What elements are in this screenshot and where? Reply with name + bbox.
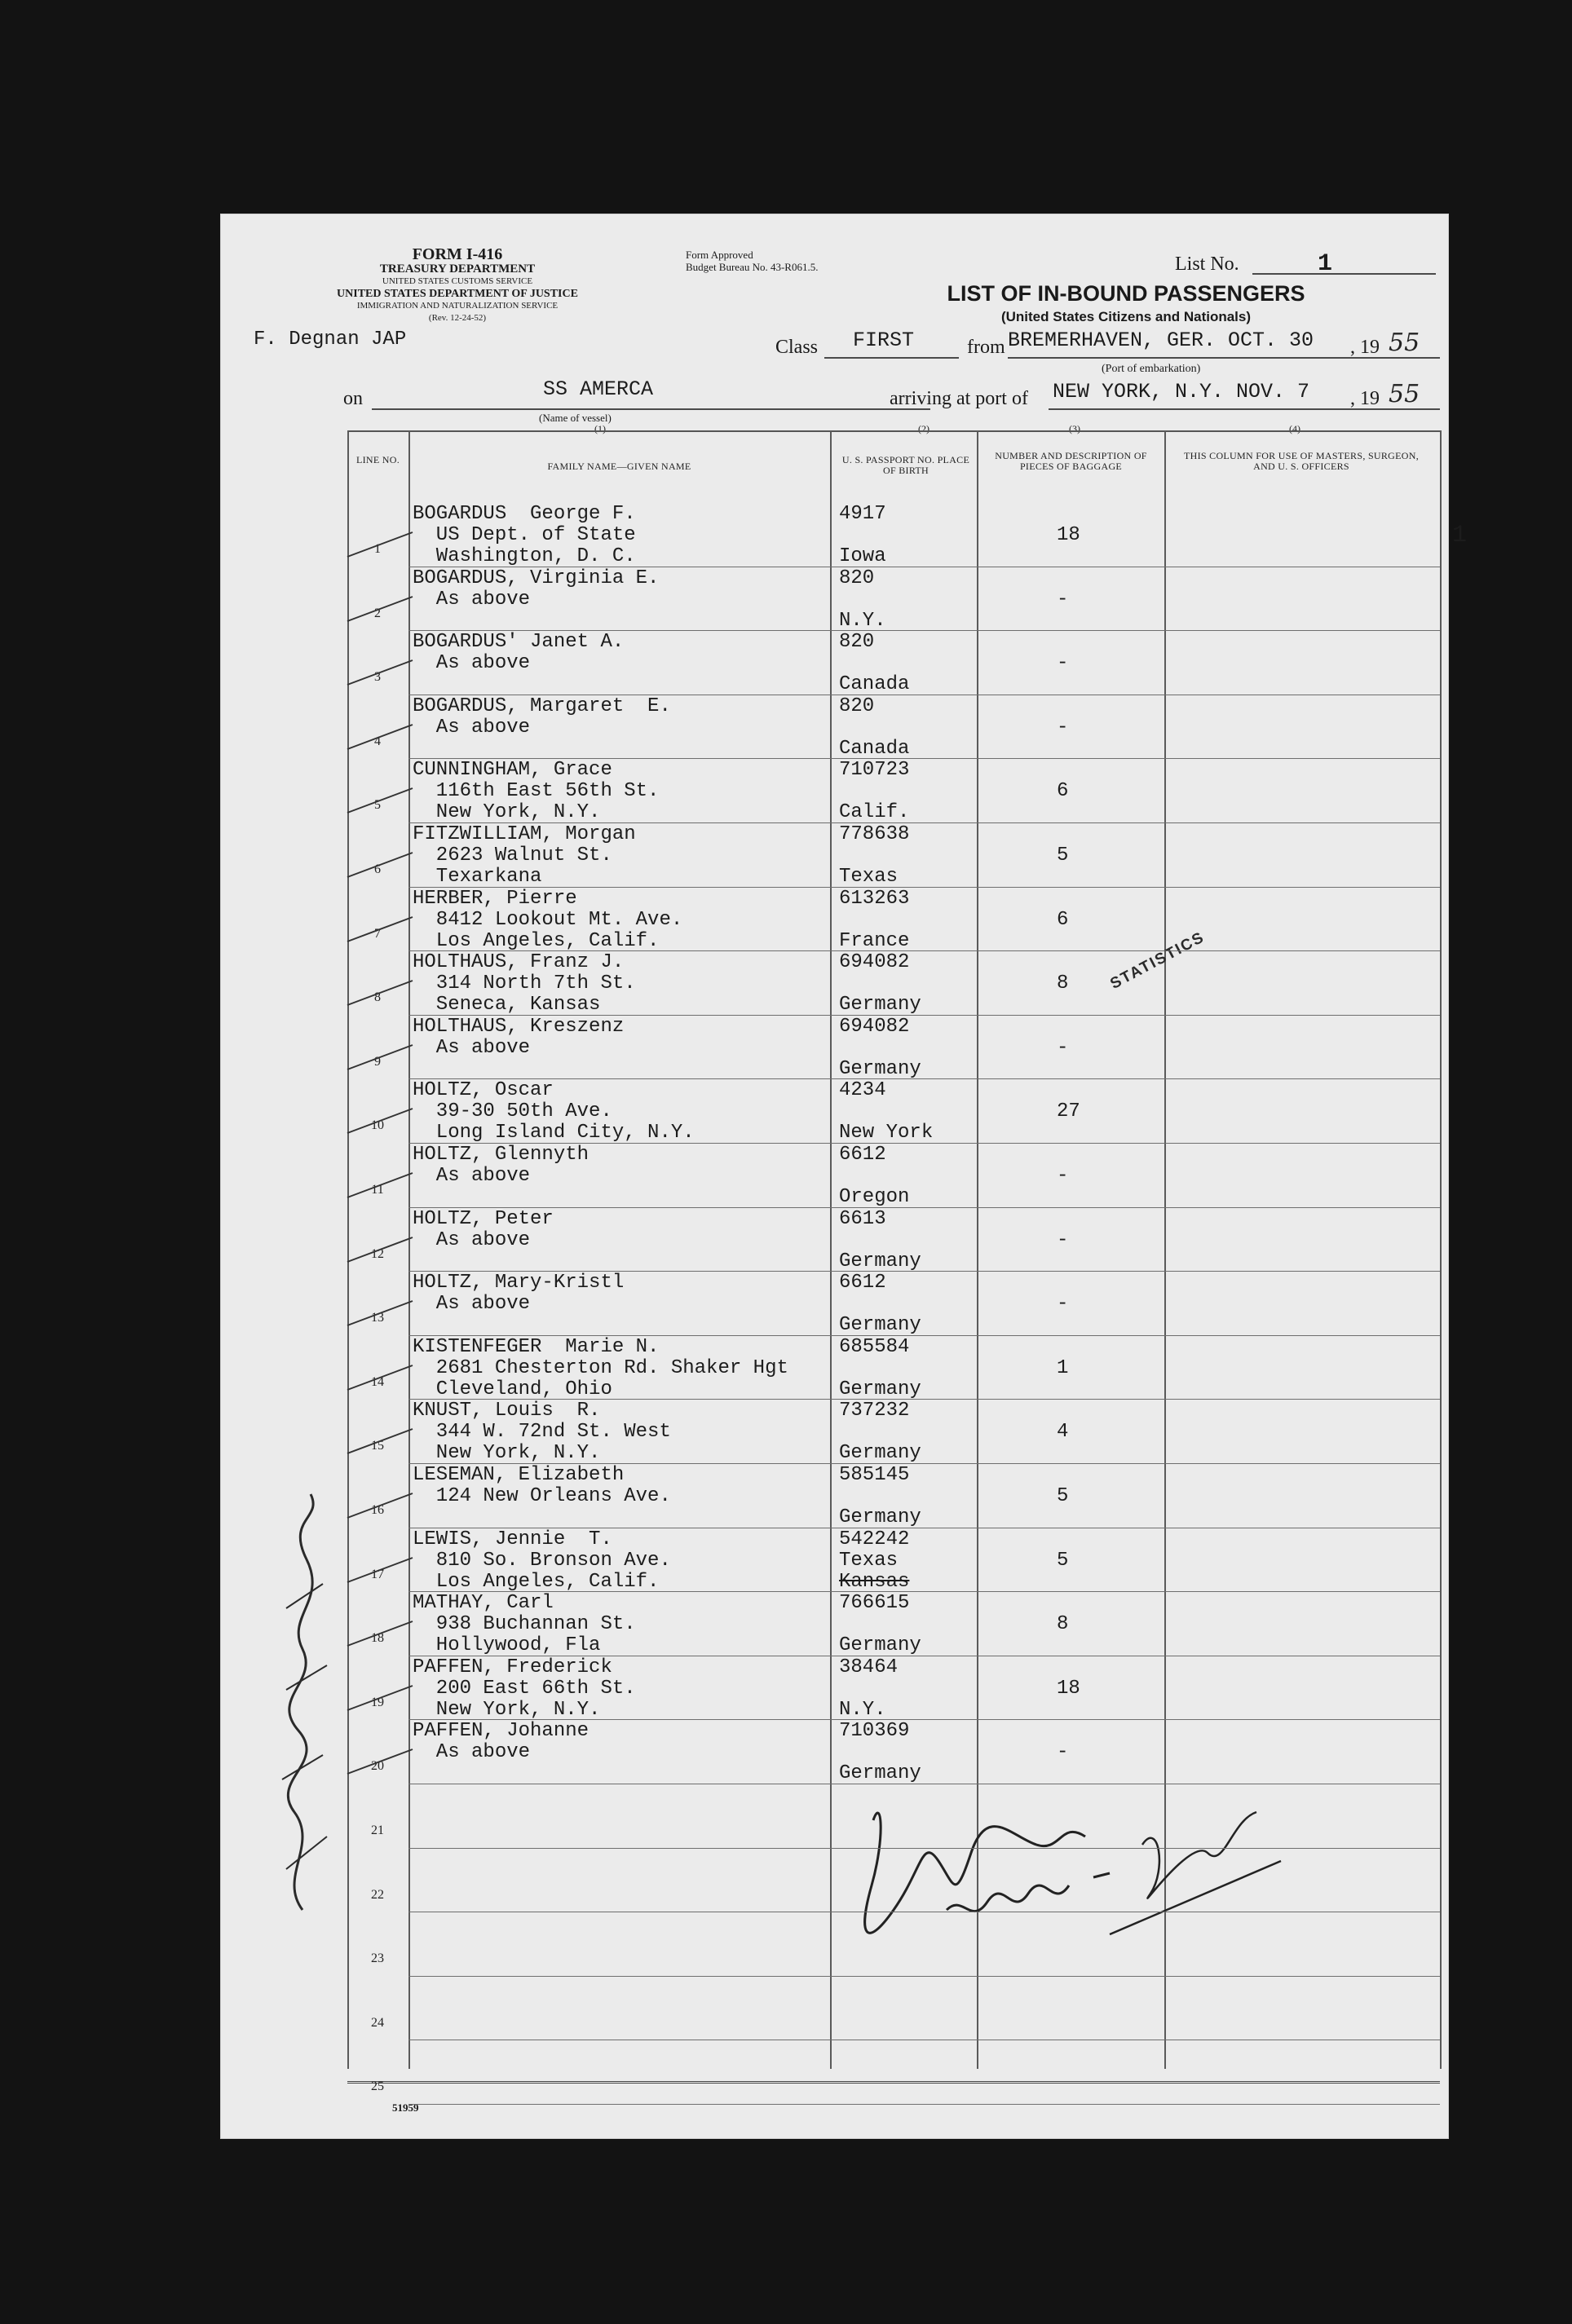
passenger-name: KNUST, Louis R.: [413, 1400, 601, 1422]
check-tick: [343, 913, 417, 946]
from-year-prefix: , 19: [1350, 337, 1380, 358]
row-separator: [408, 1976, 1440, 1977]
row-separator: [408, 1848, 1440, 1849]
line-number: 24: [371, 2015, 384, 2030]
line-number: 23: [371, 1951, 384, 1966]
col3-number: (3): [1069, 423, 1080, 434]
line-number: 11: [371, 1183, 384, 1197]
col4-number: (4): [1289, 423, 1300, 434]
passenger-address: Washington, D. C.: [413, 545, 636, 567]
on-label: on: [343, 388, 363, 409]
passenger-address: 116th East 56th St.: [413, 780, 660, 803]
check-tick: [343, 1489, 417, 1522]
passport-number: 685584: [839, 1335, 910, 1358]
ins-service: IMMIGRATION AND NATURALIZATION SERVICE: [356, 301, 559, 311]
baggage-count: 5: [1057, 1485, 1069, 1507]
line-number: 7: [374, 926, 381, 941]
justice-dept: UNITED STATES DEPARTMENT OF JUSTICE: [337, 288, 578, 300]
check-tick: [343, 977, 417, 1009]
baggage-count: 5: [1057, 1549, 1069, 1572]
check-tick: [343, 1169, 417, 1202]
passenger-name: HOLTHAUS, Franz J.: [413, 951, 625, 974]
name-divider: [830, 430, 832, 2069]
document-title: LIST OF IN-BOUND PASSENGERS: [947, 281, 1305, 306]
class-value: FIRST: [853, 329, 915, 352]
from-label: from: [967, 337, 1005, 358]
class-underline: [824, 357, 959, 359]
place-of-birth: Germany: [839, 1762, 921, 1785]
place-of-birth: N.Y.: [839, 1698, 886, 1721]
passenger-name: LEWIS, Jennie T.: [413, 1528, 612, 1550]
line-number: 22: [371, 1887, 384, 1902]
passport-number: 613263: [839, 887, 910, 910]
passenger-name: HOLTZ, Mary-Kristl: [413, 1272, 625, 1294]
passenger-address: As above: [413, 588, 531, 611]
form-print-number: 51959: [392, 2101, 419, 2114]
line-number: 3: [374, 670, 381, 685]
row-separator: [408, 1207, 1440, 1208]
class-label: Class: [775, 337, 819, 358]
passenger-name: HOLTZ, Oscar: [413, 1079, 554, 1102]
passenger-address: 124 New Orleans Ave.: [413, 1485, 671, 1507]
arrival-value: NEW YORK, N.Y. NOV. 7: [1053, 380, 1310, 404]
line-number: 20: [371, 1759, 384, 1774]
passenger-address: 2623 Walnut St.: [413, 844, 612, 867]
passenger-name: HOLTHAUS, Kreszenz: [413, 1015, 625, 1038]
place-of-birth: Germany: [839, 994, 921, 1016]
passport-number: 710369: [839, 1720, 910, 1743]
line-number: 13: [371, 1311, 384, 1325]
passenger-name: BOGARDUS George F.: [413, 503, 636, 525]
arrival-underline: [1049, 408, 1440, 410]
passport-number: 694082: [839, 951, 910, 974]
col-header-name: FAMILY NAME—GIVEN NAME: [547, 461, 691, 472]
passenger-address: As above: [413, 1293, 531, 1316]
check-tick: [343, 593, 417, 625]
place-of-birth: Germany: [839, 1250, 921, 1272]
form-approved: Form Approved: [686, 249, 753, 261]
check-tick: [343, 1105, 417, 1137]
passport-number: 820: [839, 695, 875, 717]
line-number: 8: [374, 990, 381, 1005]
passenger-address: 200 East 66th St.: [413, 1677, 636, 1700]
passenger-address: 344 W. 72nd St. West: [413, 1421, 671, 1444]
passenger-name: HOLTZ, Peter: [413, 1207, 554, 1230]
list-number: 1: [1318, 250, 1333, 278]
document-subtitle: (United States Citizens and Nationals): [1000, 309, 1252, 324]
place-of-birth: Germany: [839, 1057, 921, 1080]
check-tick: [343, 1297, 417, 1330]
arriving-label: arriving at port of: [890, 388, 1028, 409]
line-number: 15: [371, 1439, 384, 1453]
passenger-name: LESEMAN, Elizabeth: [413, 1464, 625, 1486]
revision-date: (Rev. 12-24-52): [428, 313, 487, 323]
check-tick: [343, 849, 417, 881]
form-header-left: [327, 245, 588, 324]
handwritten-signature: [849, 1788, 1305, 1967]
list-no-underline: [1252, 273, 1436, 275]
col-header-officers: THIS COLUMN FOR USE OF MASTERS, SURGEON, AND U. S. OFFICERS: [1183, 450, 1420, 472]
baggage-count: 5: [1057, 844, 1069, 867]
baggage-count: 6: [1057, 908, 1069, 931]
baggage-count: 27: [1057, 1100, 1080, 1123]
row-separator: [408, 1078, 1440, 1079]
table-border-right: [1440, 430, 1442, 2069]
line-number: 5: [374, 798, 381, 813]
baggage-count: -: [1057, 1228, 1069, 1251]
passport-number: 6613: [839, 1207, 886, 1230]
manifest-page: [220, 214, 1468, 2139]
passport-number: 737232: [839, 1400, 910, 1422]
passenger-address: Los Angeles, Calif.: [413, 929, 660, 952]
passenger-name: FITZWILLIAM, Morgan: [413, 823, 636, 845]
passenger-address: US Dept. of State: [413, 524, 636, 546]
form-number: FORM I-416: [412, 245, 503, 263]
passenger-address: New York, N.Y.: [413, 801, 601, 824]
place-of-birth: Germany: [839, 1634, 921, 1657]
passenger-address: 39-30 50th Ave.: [413, 1100, 612, 1123]
passenger-address: New York, N.Y.: [413, 1442, 601, 1465]
baggage-count: 8: [1057, 1613, 1069, 1636]
table-bottom-rule: [347, 2081, 1440, 2084]
line-number: 18: [371, 1631, 384, 1646]
margin-handwriting: [254, 1486, 351, 1926]
line-number: 1: [374, 542, 381, 556]
from-value: BREMERHAVEN, GER. OCT. 30: [1008, 329, 1314, 352]
check-tick: [343, 1233, 417, 1266]
passenger-address: Hollywood, Fla: [413, 1634, 601, 1657]
place-of-birth-alt: Kansas: [839, 1570, 910, 1593]
officer-initials: F. Degnan JAP: [254, 329, 407, 351]
passenger-address: Long Island City, N.Y.: [413, 1122, 695, 1144]
check-tick: [343, 528, 417, 561]
place-of-birth: Germany: [839, 1442, 921, 1465]
check-tick: [343, 721, 417, 753]
line-number: 25: [371, 2079, 384, 2094]
passport-number: 694082: [839, 1015, 910, 1038]
check-tick: [343, 1361, 417, 1394]
check-tick: [343, 1745, 417, 1778]
passport-number: 4234: [839, 1079, 886, 1102]
arrival-year-prefix: , 19: [1350, 388, 1380, 409]
line-number: 10: [371, 1118, 384, 1133]
passenger-name: CUNNINGHAM, Grace: [413, 759, 612, 782]
officer-mark: 1: [1452, 522, 1468, 549]
place-of-birth: Germany: [839, 1314, 921, 1337]
place-of-birth: Texas: [839, 1549, 899, 1572]
place-of-birth: Calif.: [839, 801, 910, 824]
passenger-address: 810 So. Bronson Ave.: [413, 1549, 671, 1572]
place-of-birth: Germany: [839, 1506, 921, 1528]
baggage-count: 4: [1057, 1421, 1069, 1444]
line-number: 14: [371, 1374, 384, 1389]
passenger-address: Texarkana: [413, 866, 542, 888]
passenger-address: As above: [413, 1036, 531, 1059]
check-tick: [343, 1682, 417, 1714]
passenger-name: BOGARDUS, Margaret E.: [413, 695, 671, 717]
passport-number: 820: [839, 631, 875, 654]
line-number: 4: [374, 734, 381, 748]
passport-number: 38464: [839, 1656, 899, 1678]
place-of-birth: Oregon: [839, 1186, 910, 1208]
passport-number: 6612: [839, 1272, 886, 1294]
embarkation-caption: (Port of embarkation): [1102, 363, 1201, 375]
passenger-address: Cleveland, Ohio: [413, 1378, 612, 1400]
passport-number: 766615: [839, 1592, 910, 1615]
place-of-birth: Germany: [839, 1378, 921, 1400]
treasury-dept: TREASURY DEPARTMENT: [379, 262, 536, 276]
baggage-count: 6: [1057, 780, 1069, 803]
passenger-address: 314 North 7th St.: [413, 972, 636, 995]
passenger-name: BOGARDUS, Virginia E.: [413, 567, 660, 589]
statistics-stamp: STATISTICS: [1107, 928, 1208, 993]
passenger-name: PAFFEN, Johanne: [413, 1720, 590, 1743]
baggage-count: 18: [1057, 1677, 1080, 1700]
passenger-address: Seneca, Kansas: [413, 994, 601, 1016]
passenger-address: New York, N.Y.: [413, 1698, 601, 1721]
vessel-underline: [372, 408, 930, 410]
passport-number: 710723: [839, 759, 910, 782]
passenger-address: As above: [413, 1165, 531, 1187]
place-of-birth: Iowa: [839, 545, 886, 567]
list-no-label: List No.: [1175, 254, 1239, 275]
place-of-birth: Canada: [839, 673, 910, 696]
passenger-name: HERBER, Pierre: [413, 887, 577, 910]
baggage-count: -: [1057, 1293, 1069, 1316]
customs-service: UNITED STATES CUSTOMS SERVICE: [382, 276, 533, 286]
baggage-count: 1: [1057, 1356, 1069, 1379]
passport-number: 4917: [839, 503, 886, 525]
col1-number: (1): [594, 423, 606, 434]
passport-number: 585145: [839, 1464, 910, 1486]
passenger-address: 2681 Chesterton Rd. Shaker Hgt: [413, 1356, 788, 1379]
line-number: 6: [374, 862, 381, 876]
passenger-address: As above: [413, 652, 531, 675]
passport-number: 6612: [839, 1144, 886, 1166]
place-of-birth: France: [839, 929, 910, 952]
arrival-year: 55: [1389, 380, 1420, 408]
place-of-birth: N.Y.: [839, 609, 886, 632]
passenger-name: PAFFEN, Frederick: [413, 1656, 612, 1678]
baggage-count: -: [1057, 1036, 1069, 1059]
place-of-birth: New York: [839, 1122, 934, 1144]
check-tick: [343, 1617, 417, 1650]
passenger-address: As above: [413, 1228, 531, 1251]
passenger-name: HOLTZ, Glennyth: [413, 1144, 590, 1166]
budget-bureau: Budget Bureau No. 43-R061.5.: [686, 261, 819, 273]
vessel-caption: (Name of vessel): [539, 412, 612, 424]
passport-number: 820: [839, 567, 875, 589]
col-header-passport: U. S. PASSPORT NO. PLACE OF BIRTH: [841, 454, 970, 476]
from-year: 55: [1389, 329, 1420, 357]
check-tick: [343, 656, 417, 689]
check-tick: [343, 1425, 417, 1457]
line-number: 12: [371, 1246, 384, 1261]
passport-number: 542242: [839, 1528, 910, 1550]
baggage-count: -: [1057, 1741, 1069, 1764]
baggage-count: -: [1057, 588, 1069, 611]
passenger-address: Los Angeles, Calif.: [413, 1570, 660, 1593]
baggage-count: 18: [1057, 524, 1080, 546]
line-number: 19: [371, 1695, 384, 1709]
passport-number: 778638: [839, 823, 910, 845]
passenger-address: As above: [413, 1741, 531, 1764]
passenger-name: KISTENFEGER Marie N.: [413, 1335, 660, 1358]
col-header-baggage: NUMBER AND DESCRIPTION OF PIECES OF BAGGAGE: [995, 450, 1147, 472]
baggage-count: -: [1057, 1165, 1069, 1187]
passenger-address: 8412 Lookout Mt. Ave.: [413, 908, 683, 931]
check-tick: [343, 1041, 417, 1074]
check-tick: [343, 1554, 417, 1586]
place-of-birth: Texas: [839, 866, 899, 888]
col-header-line: LINE NO.: [355, 454, 400, 465]
passenger-name: BOGARDUS' Janet A.: [413, 631, 625, 654]
line-number: 21: [371, 1823, 384, 1837]
baggage-count: -: [1057, 652, 1069, 675]
place-of-birth: Canada: [839, 737, 910, 760]
passenger-name: MATHAY, Carl: [413, 1592, 554, 1615]
col2-number: (2): [918, 423, 930, 434]
vessel-name: SS AMERCA: [543, 377, 654, 401]
passenger-address: 938 Buchannan St.: [413, 1613, 636, 1636]
baggage-count: -: [1057, 716, 1069, 739]
line-number: 16: [371, 1503, 384, 1517]
line-number: 17: [371, 1567, 384, 1581]
line-number: 2: [374, 606, 381, 620]
row-separator: [408, 2104, 1440, 2105]
baggage-count: 8: [1057, 972, 1069, 995]
check-tick: [343, 784, 417, 817]
passenger-address: As above: [413, 716, 531, 739]
line-number: 9: [374, 1054, 381, 1069]
